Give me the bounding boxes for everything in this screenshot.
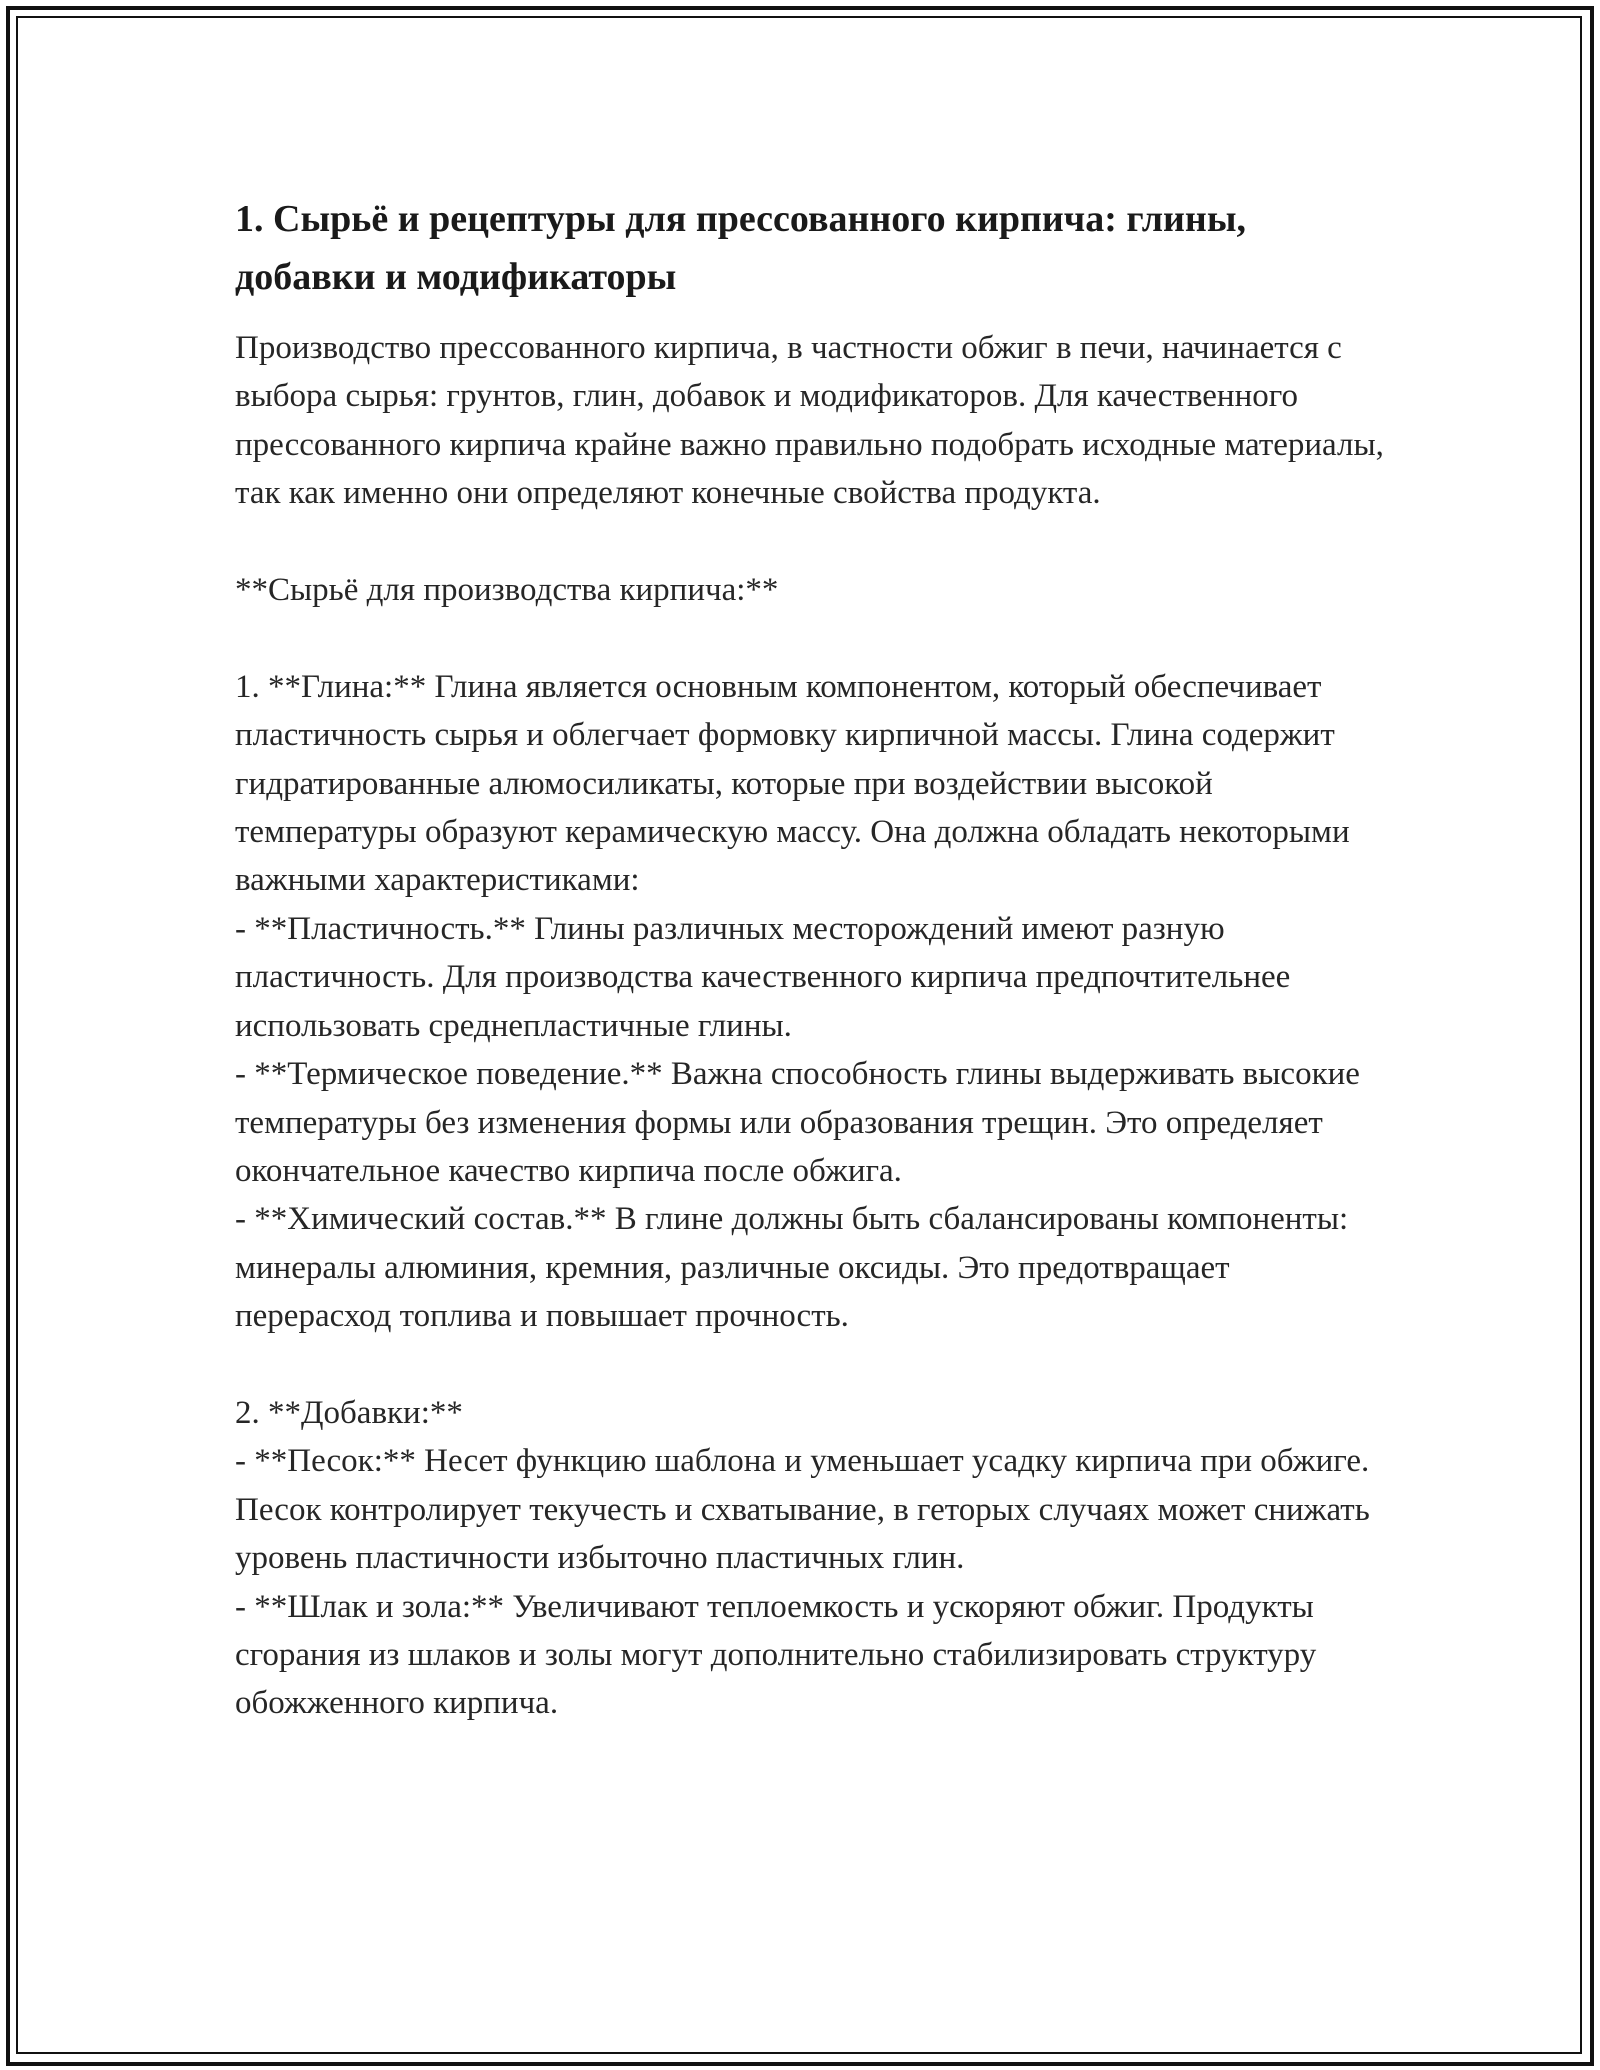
- document-title: 1. Сырьё и рецептуры для прессованного кирпича: глины, добавки и модификаторы: [235, 198, 1246, 298]
- document-body: Производство прессованного кирпича, в частности обжиг в печи, начинается с выбора сырья: грунтов, глин, добавок и модификаторов. Для качественного прессованного кирпича крайне важно правильно подобрать исходные материалы, так как именно они определяют конечные свойства продукта. **Сырьё для производства кирпича:** 1. **Глина:** Глина является основным компонентом, который обеспечивает пластичность сырья и облегчает формовку кирпичной массы. Глина содержит гидратированные алюмосиликаты, которые при воздействии высокой температуры образуют керамическую массу. Она должна обладать некоторыми важными характеристиками: - **Пластичность.** Глины различных месторождений имеют разную пластичность. Для производства качественного кирпича предпочтительнее использовать среднепластичные глины. - **Термическое поведение.** Важна способность глины выдерживать высокие температуры без изменения формы или образования трещин. Это определяет окончательное качество кирпича после обжига. - **Химический состав.** В глине должны быть сбалансированы компоненты: минералы алюминия, кремния, различные оксиды. Это предотвращает перерасход топлива и повышает прочность. 2. **Добавки:** - **Песок:** Несет функцию шаблона и уменьшает усадку кирпича при обжиге. Песок контролирует текучесть и схватывание, в геторых случаях может снижать уровень пластичности избыточно пластичных глин. - **Шлак и зола:** Увеличивают теплоемкость и ускоряют обжиг. Продукты сгорания из шлаков и золы могут дополнительно стабилизировать структуру обожженного кирпича.: [235, 330, 1384, 1722]
- document-page: [235, 190, 1385, 1728]
